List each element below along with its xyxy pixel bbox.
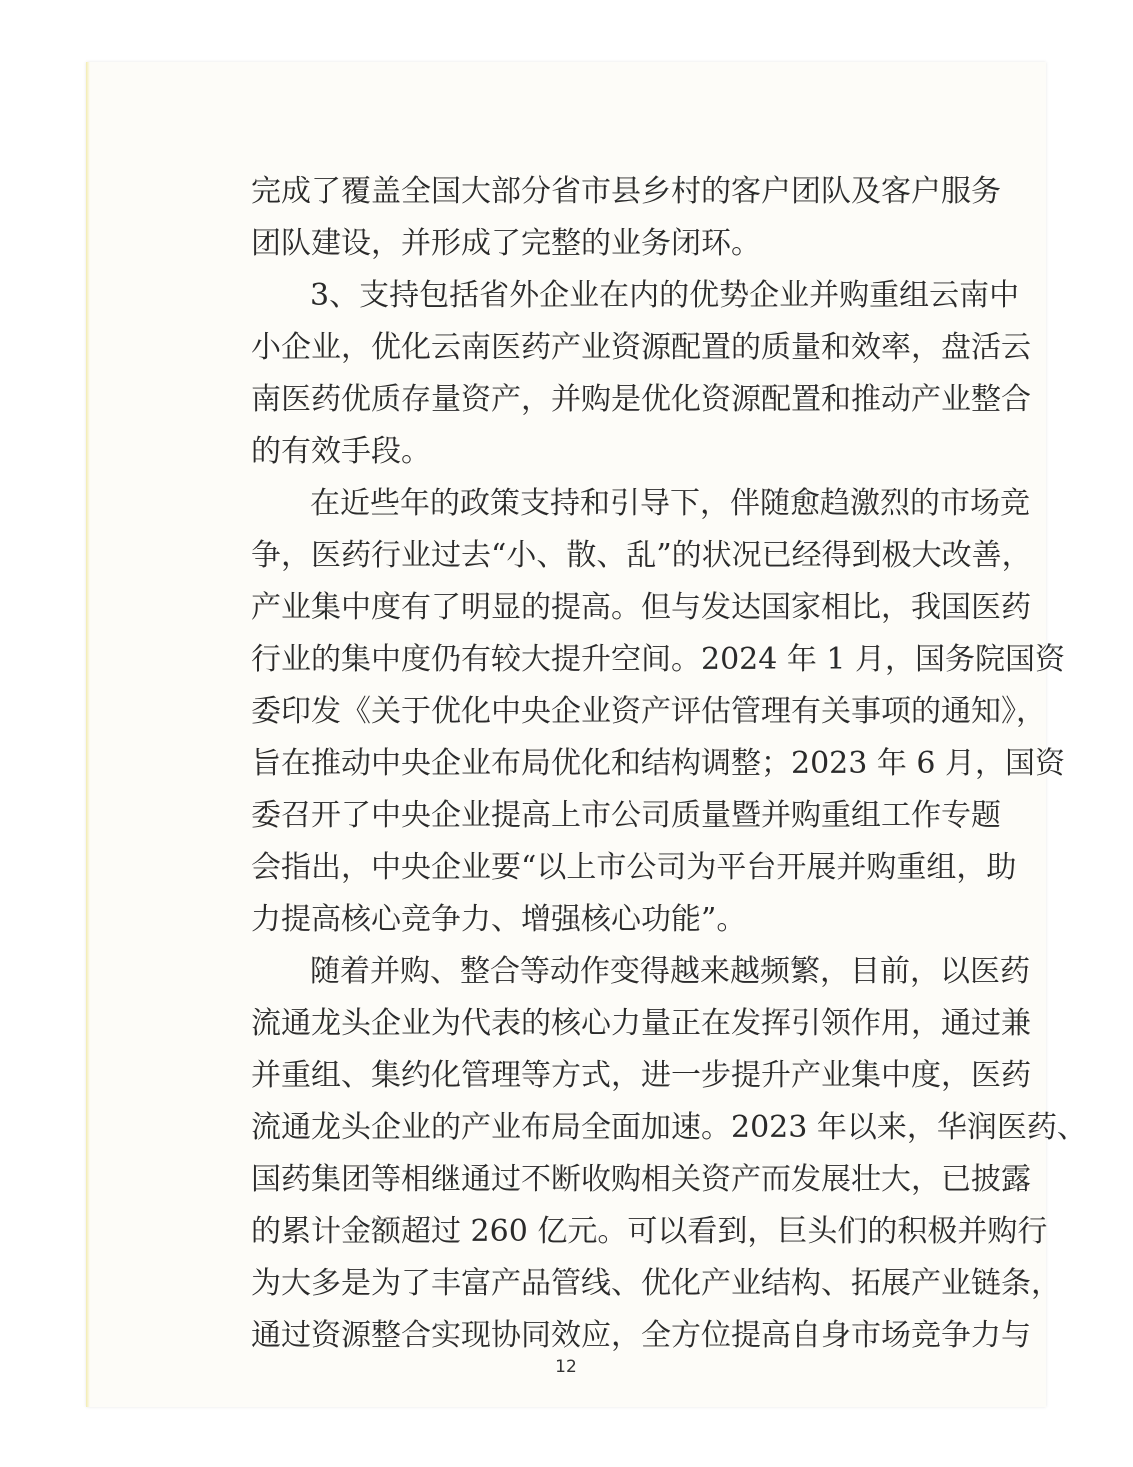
text-line: 旨在推动中央企业布局优化和结构调整；2023 年 6 月，国资	[251, 746, 1066, 781]
text-line: 会指出，中央企业要“以上市公司为平台开展并购重组，助	[251, 850, 1017, 885]
text-line: 委印发《关于优化中央企业资产评估管理有关事项的通知》，	[251, 694, 1046, 729]
text-line: 并重组、集约化管理等方式，进一步提升产业集中度，医药	[251, 1058, 1031, 1093]
text-line: 小企业，优化云南医药产业资源配置的质量和效率，盘活云	[251, 330, 1031, 365]
text-line: 通过资源整合实现协同效应，全方位提高自身市场竞争力与	[251, 1318, 1031, 1353]
text-line: 随着并购、整合等动作变得越来越频繁，目前，以医药	[310, 954, 1030, 989]
text-line: 团队建设，并形成了完整的业务闭环。	[251, 226, 761, 261]
text-line: 国药集团等相继通过不断收购相关资产而发展壮大，已披露	[251, 1162, 1031, 1197]
text-line: 争，医药行业过去“小、散、乱”的状况已经得到极大改善，	[251, 538, 1032, 573]
text-line: 的累计金额超过 260 亿元。可以看到，巨头们的积极并购行	[251, 1214, 1048, 1249]
text-line: 南医药优质存量资产，并购是优化资源配置和推动产业整合	[251, 382, 1031, 417]
text-line: 力提高核心竞争力、增强核心功能”。	[251, 902, 747, 937]
text-line: 委召开了中央企业提高上市公司质量暨并购重组工作专题	[251, 798, 1001, 833]
text-line: 行业的集中度仍有较大提升空间。2024 年 1 月，国务院国资	[251, 642, 1066, 677]
text-line: 为大多是为了丰富产品管线、优化产业结构、拓展产业链条，	[251, 1266, 1061, 1301]
page-number: 12	[555, 1357, 577, 1377]
text-line: 在近些年的政策支持和引导下，伴随愈趋激烈的市场竞	[310, 486, 1030, 521]
text-line: 产业集中度有了明显的提高。但与发达国家相比，我国医药	[251, 590, 1031, 625]
text-line: 完成了覆盖全国大部分省市县乡村的客户团队及客户服务	[251, 174, 1001, 209]
text-line: 流通龙头企业的产业布局全面加速。2023 年以来，华润医药、	[251, 1110, 1087, 1145]
text-line: 3、支持包括省外企业在内的优势企业并购重组云南中	[310, 278, 1020, 313]
text-line: 流通龙头企业为代表的核心力量正在发挥引领作用，通过兼	[251, 1006, 1031, 1041]
text-line: 的有效手段。	[251, 434, 431, 469]
